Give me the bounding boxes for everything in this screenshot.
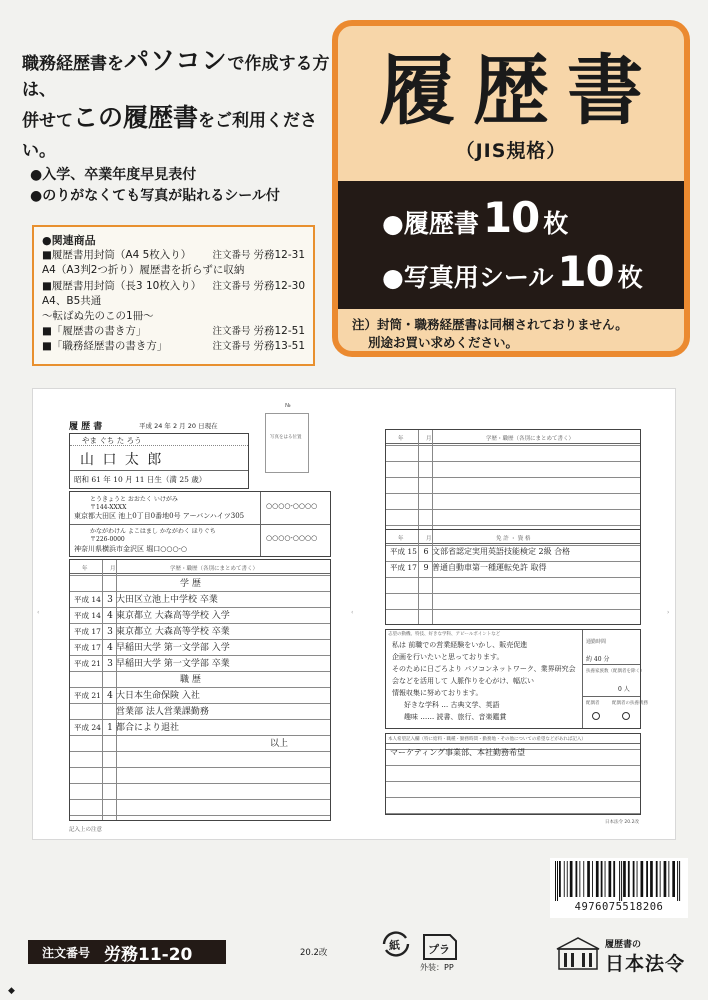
contents-label: ●写真用シール: [382, 263, 554, 292]
contents-count: 10: [557, 247, 614, 296]
birth-date: 昭和 61 年 10 月 11 日生（満 25 歳）: [74, 475, 207, 484]
request-text: マーケティング事業部、本社勤務希望: [390, 748, 526, 757]
related-item-code: 注文番号 労務12-51: [212, 325, 305, 338]
spouse-circle: [592, 712, 600, 720]
fold-mark: ›: [667, 609, 670, 616]
product-title: 履歴書: [379, 46, 661, 135]
history-row: 営業部 法人営業課勤務: [116, 707, 209, 717]
motivation-section: [385, 629, 648, 729]
spouse-label: 配偶者: [586, 701, 600, 706]
form-date: 平成 24 年 2 月 20 日現在: [139, 422, 218, 430]
contents-label: ●履歴書: [382, 209, 479, 238]
left-page: [69, 419, 331, 821]
related-item: [42, 309, 305, 324]
svg-text:プラ: プラ: [428, 943, 450, 956]
motivation-line: 企画を行いたいと思っております。: [392, 653, 504, 661]
note-line: 注）封筒・職務経歴書は同梱されておりません。: [352, 317, 628, 332]
commute-label: 通勤時間: [586, 639, 607, 645]
contents-unit: 枚: [543, 209, 569, 238]
license-row: 平成 17 9 普通自動車第一種運転免許 取得: [390, 563, 547, 572]
name-furigana: やま ぐち た ろう: [82, 436, 142, 445]
related-item-name: ■履歴書用封筒（A4 5枚入り）: [42, 249, 192, 262]
related-products-box: [32, 225, 315, 366]
related-title: ●関連商品: [42, 234, 96, 247]
address-zip: 〒144-XXXX: [90, 504, 127, 511]
history-row: 平成 14 4 東京都立 大森高等学校 入学: [74, 611, 230, 621]
intro-this-resume: この履歴書: [73, 103, 199, 132]
paper-recycle-icon: [380, 930, 412, 958]
col-year: 年: [398, 536, 404, 542]
license-section: [385, 529, 641, 625]
intro-pasokon: パソコン: [124, 46, 228, 75]
phone: ○○○○-○○○○: [266, 502, 318, 510]
feature-list: [30, 165, 330, 207]
contact-phone: ○○○○-○○○○: [266, 534, 318, 542]
diamond-mark: ◆: [8, 986, 15, 996]
contents-unit: 枚: [617, 263, 643, 292]
related-item-name: A4、B5共通: [42, 294, 102, 307]
number-mark: №: [285, 403, 291, 409]
request-section: [385, 733, 641, 815]
col-year: 年: [398, 436, 404, 442]
history-section: [69, 559, 331, 821]
history-row: 平成 21 3 早稲田大学 第一文学部 卒業: [74, 659, 230, 669]
related-item-code: 注文番号 労務12-30: [212, 279, 305, 292]
history-row: 平成 14 3 大田区立池上中学校 卒業: [74, 595, 218, 605]
related-item-name: ■履歴書用封筒（長3 10枚入り）: [42, 279, 202, 292]
related-item-code: 注文番号 労務13-51: [212, 340, 305, 353]
related-item-name: A4（A3判2つ折り）履歴書を折らずに収納: [42, 264, 245, 277]
request-header: 本人希望記入欄（特に給料・職種・勤務時間・勤務地・その他についての希望などがあれば記入）: [388, 737, 586, 742]
title-card: [332, 20, 690, 357]
history-section-heading: 学 歴: [180, 579, 201, 589]
address-kana: とうきょうと おおたく いけがみ: [90, 496, 178, 503]
contact-address: 神奈川県横浜市金沢区 堀口○○○-○: [74, 545, 188, 553]
fold-mark: ‹: [351, 609, 354, 616]
intro-line2-a: 併せて: [22, 111, 73, 131]
motivation-line: 私は 前職での営業経験をいかし、販売促進: [392, 641, 528, 649]
related-item: [42, 324, 305, 339]
dependents-value: 0 人: [618, 686, 630, 693]
order-number-badge: [28, 940, 226, 964]
history-row: 平成 21 4 大日本生命保険 入社: [74, 691, 200, 701]
contents-item-resume: [382, 193, 684, 247]
commute-value: 約 40 分: [586, 656, 610, 663]
intro-line1-a: 職務経歴書を: [22, 54, 124, 74]
history-header: 学歴・職歴（各別にまとめて書く）: [486, 436, 575, 442]
intro-line2-b: をご利用ください。: [22, 111, 318, 161]
form-title: 履 歴 書: [69, 422, 103, 432]
brand-logo: [555, 935, 695, 975]
motivation-line: 情報収集に努めております。: [392, 689, 483, 697]
brand-sub: 履歴書の: [605, 940, 642, 950]
history-end: 以上: [270, 739, 289, 749]
history-section-heading: 職 歴: [180, 675, 201, 685]
related-item-name: 〜転ばぬ先のこの1冊〜: [42, 310, 154, 323]
intro-text: [22, 48, 342, 166]
footer-note: 記入上の注意: [69, 827, 103, 833]
col-month: 月: [110, 566, 116, 572]
history-header: 学歴・職歴（各別にまとめて書く）: [170, 566, 259, 572]
col-month: 月: [426, 536, 432, 542]
contact-kana: かながわけん よこはまし かながわく ほりぐち: [90, 528, 216, 535]
barcode-number: 4976075518206: [574, 901, 664, 913]
contents-count: 10: [482, 193, 540, 242]
order-label: 注文番号: [42, 945, 91, 960]
contents-item-sticker: [382, 247, 684, 301]
name-box: [69, 433, 249, 489]
jis-subtitle: （JIS規格）: [455, 140, 567, 162]
applicant-name: 山 口 太 郎: [80, 452, 164, 468]
barcode: [550, 858, 688, 918]
plastic-note: 外装：PP: [420, 963, 454, 972]
contact-zip: 〒226-0000: [90, 536, 125, 543]
related-item: [42, 294, 305, 309]
address-box: [69, 491, 331, 557]
spouse-duty-circle: [622, 712, 630, 720]
resume-preview: [32, 388, 676, 840]
history-row: 平成 24 1 都合により退社: [74, 723, 180, 733]
spouse-duty-label: 配偶者の扶養義務: [612, 701, 648, 706]
fold-mark: ‹: [37, 609, 40, 616]
revision: 20.2改: [300, 948, 328, 958]
related-item-name: ■「職務経歴書の書き方」: [42, 340, 168, 353]
address: 東京都大田区 池上0丁目0番地0号 アーバンハイツ305: [74, 512, 245, 520]
license-header: 免 許 ・ 資 格: [496, 536, 531, 542]
building-icon: [555, 935, 601, 971]
related-item-code: 注文番号 労務12-31: [212, 249, 305, 262]
order-number: 労務11-20: [104, 944, 193, 965]
contents-band: [338, 181, 684, 309]
related-item: [42, 263, 305, 278]
license-row: 平成 15 6 文部省認定実用英語技能検定 2級 合格: [390, 547, 571, 556]
history-row: 平成 17 3 東京都立 大森高等学校 卒業: [74, 627, 230, 637]
motivation-line: 会などを活用して 人脈作りを心がけ、幅広い: [392, 677, 534, 685]
dependents-label: 扶養家族数（配偶者を除く）: [586, 669, 645, 674]
history-row: 平成 17 4 早稲田大学 第一文学部 入学: [74, 643, 230, 653]
motivation-line: そのために日ごろより パソコンネットワーク、業界研究会: [392, 665, 576, 673]
page-mark: 日本法令 20.2改: [605, 820, 639, 825]
related-item-name: ■「履歴書の書き方」: [42, 325, 147, 338]
photo-area: [265, 413, 309, 473]
related-item: [42, 248, 305, 263]
intro-line1-b: で作成する方は、: [22, 54, 330, 100]
barcode-bars: [553, 861, 685, 901]
feature-item: ●入学、卒業年度早見表付: [30, 167, 197, 183]
motivation-header: 志望の動機、特技、好きな学科、アピールポイントなど: [388, 632, 501, 637]
feature-item: ●のりがなくても写真が貼れるシール付: [30, 188, 280, 204]
motivation-line: 趣味 …… 読書、旅行、音楽鑑賞: [404, 713, 507, 721]
col-year: 年: [82, 566, 88, 572]
photo-note: 写真をはる位置: [270, 435, 302, 440]
motivation-line: 好きな学科 … 古典文学、英語: [404, 701, 500, 709]
related-item: [42, 339, 305, 354]
note-line: 別途お買い求めください。: [368, 335, 519, 350]
card-note: [352, 316, 628, 352]
brand-name: 日本法令: [605, 953, 686, 975]
related-item: [42, 279, 305, 294]
col-month: 月: [426, 436, 432, 442]
svg-text:紙: 紙: [389, 939, 400, 952]
